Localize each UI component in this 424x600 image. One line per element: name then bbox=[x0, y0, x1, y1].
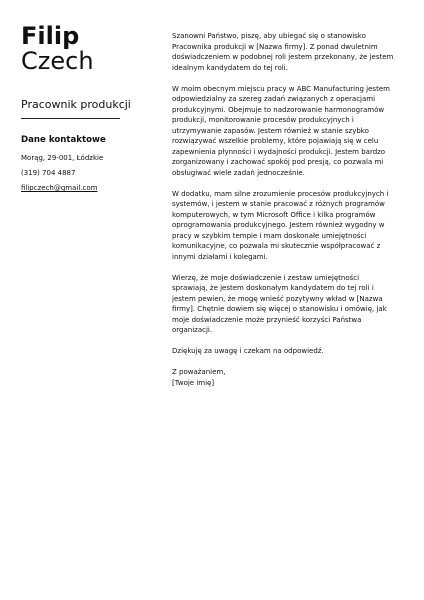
letter-paragraph: Wierzę, że moje doświadczenie i zestaw umiejętności sprawiają, że jestem doskonałym kandydatem do tej roli i jestem pewien, że mogę wnieść pozytywny wkład w [Nazwa firmy]. Chętnie dowiem się więcej o stanowisku i omówię, jak moje doświadczenie może przynieść korzyści Państwa organizacji. bbox=[172, 273, 387, 334]
job-title: Pracownik produkcji bbox=[21, 98, 131, 111]
first-name: Filip bbox=[21, 22, 80, 50]
contact-email-link[interactable]: filipczech@gmail.com bbox=[21, 184, 98, 192]
letter-closing: Z poważaniem, bbox=[172, 368, 226, 376]
last-name: Czech bbox=[21, 47, 94, 75]
letter-signature: [Twoje imię] bbox=[172, 378, 215, 387]
letter-paragraph: W moim obecnym miejscu pracy w ABC Manufacturing jestem odpowiedzialny za szereg zadań związanych z operacjami produkcyjnymi. Obejmuje to nadzorowanie harmonogramów produkcji, monitorowanie procesów produkcyjnych i utrzymywanie zapasów. Jestem również w stanie szybko rozwiązywać wszelkie problemy, które pojawiają się w celu zapewnienia płynności i wydajności produkcji. Jestem bardzo zorganizowany i zachować spokój pod presją, co pozwala mi obsługiwać wiele zadań jednocześnie. bbox=[172, 84, 390, 177]
letter-paragraph: Dziękuję za uwagę i czekam na odpowiedź. bbox=[172, 347, 324, 355]
letter-body bbox=[172, 31, 394, 388]
letter-paragraph: W dodatku, mam silne zrozumienie procesów produkcyjnych i systemów, i jestem w stanie pracować z różnych programów komputerowych, w tym Microsoft Office i kilka programów oprogramowania produkcyjnego. Jestem również wygodny w pracy w szybkim tempie i mam doskonałe umiejętności komunikacyjne, co pozwala mi skutecznie współpracować z innymi działami i kolegami. bbox=[172, 189, 389, 261]
contact-phone: (319) 704 4887 bbox=[21, 169, 76, 177]
contact-heading: Dane kontaktowe bbox=[21, 135, 106, 145]
sidebar bbox=[21, 22, 131, 193]
sidebar-divider bbox=[21, 118, 120, 119]
letter-paragraph: Szanowni Państwo, piszę, aby ubiegać się o stanowisko Pracownika produkcji w [Nazwa firmy]. Z ponad dwuletnim doświadczeniem w podobnej roli jestem przekonany, że jestem idealnym kandydatem do tej roli. bbox=[172, 32, 394, 72]
contact-address: Morąg, 29-001, Łódzkie bbox=[21, 154, 104, 162]
letter-signoff bbox=[172, 367, 394, 388]
